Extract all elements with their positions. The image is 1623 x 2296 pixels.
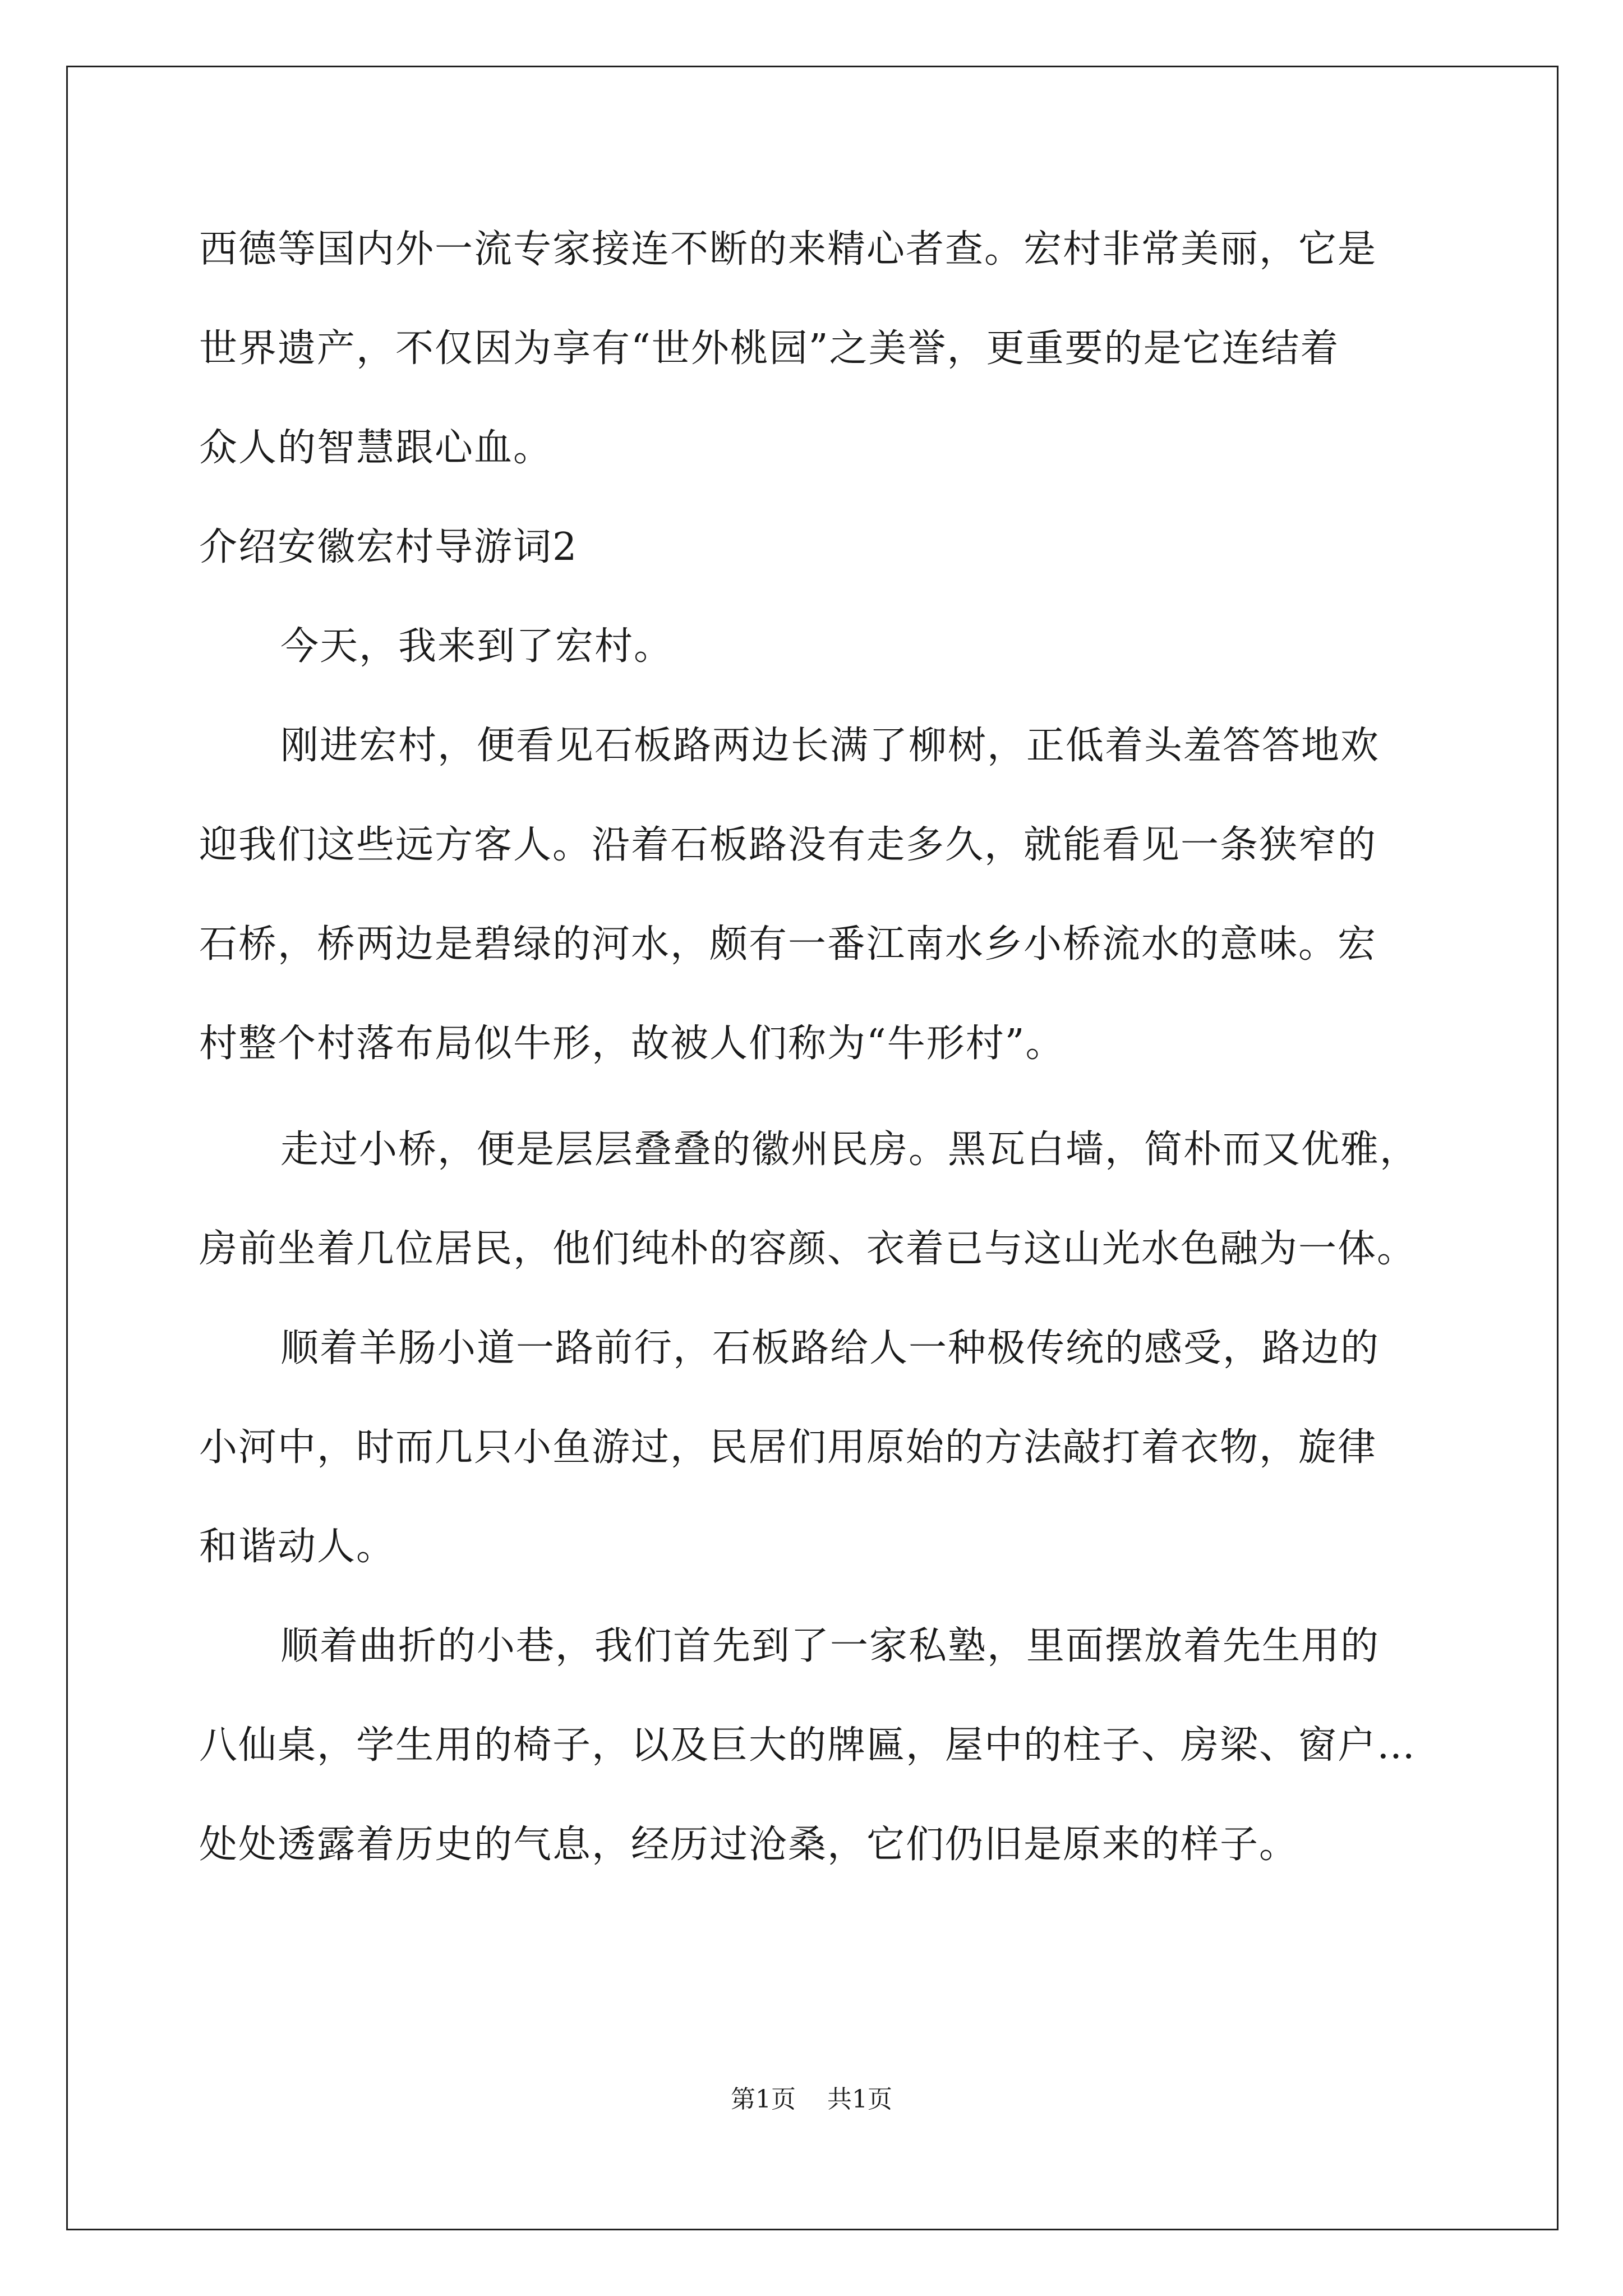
paragraph-line: 西德等国内外一流专家接连不断的来精心者查。宏村非常美丽，它是 [199, 227, 1377, 272]
paragraph-line: 刚进宏村，便看见石板路两边长满了柳树，正低着头羞答答地欢 [280, 724, 1380, 768]
page-number-footer: 第1页 共1页 [731, 2085, 892, 2114]
paragraph-line: 八仙桌，学生用的椅子，以及巨大的牌匾，屋中的柱子、房梁、窗户… [199, 1723, 1417, 1768]
paragraph-line: 顺着羊肠小道一路前行，石板路给人一种极传统的感受，路边的 [280, 1326, 1380, 1370]
paragraph-line: 和谐动人。 [199, 1525, 396, 1569]
paragraph-line: 村整个村落布局似牛形，故被人们称为“牛形村”。 [199, 1022, 1065, 1066]
paragraph-line: 世界遗产，不仅因为享有“世外桃园”之美誉，更重要的是它连结着 [199, 326, 1340, 371]
paragraph-line: 迎我们这些远方客人。沿着石板路没有走多久，就能看见一条狭窄的 [199, 823, 1377, 867]
paragraph-line: 房前坐着几位居民，他们纯朴的容颜、衣着已与这山光水色融为一体。 [199, 1227, 1417, 1271]
paragraph-line: 众人的智慧跟心血。 [199, 426, 553, 470]
paragraph-line: 今天，我来到了宏村。 [280, 624, 674, 669]
paragraph-line: 处处透露着历史的气息，经历过沧桑，它们仍旧是原来的样子。 [199, 1823, 1299, 1867]
paragraph-line: 石桥，桥两边是碧绿的河水，颇有一番江南水乡小桥流水的意味。宏 [199, 922, 1377, 967]
paragraph-line: 走过小桥，便是层层叠叠的徽州民房。黑瓦白墙，简朴而又优雅， [280, 1128, 1419, 1172]
paragraph-line: 小河中，时而几只小鱼游过，民居们用原始的方法敲打着衣物，旋律 [199, 1425, 1377, 1470]
paragraph-line: 顺着曲折的小巷，我们首先到了一家私塾，里面摆放着先生用的 [280, 1624, 1380, 1668]
section-heading: 介绍安徽宏村导游词2 [199, 525, 578, 569]
